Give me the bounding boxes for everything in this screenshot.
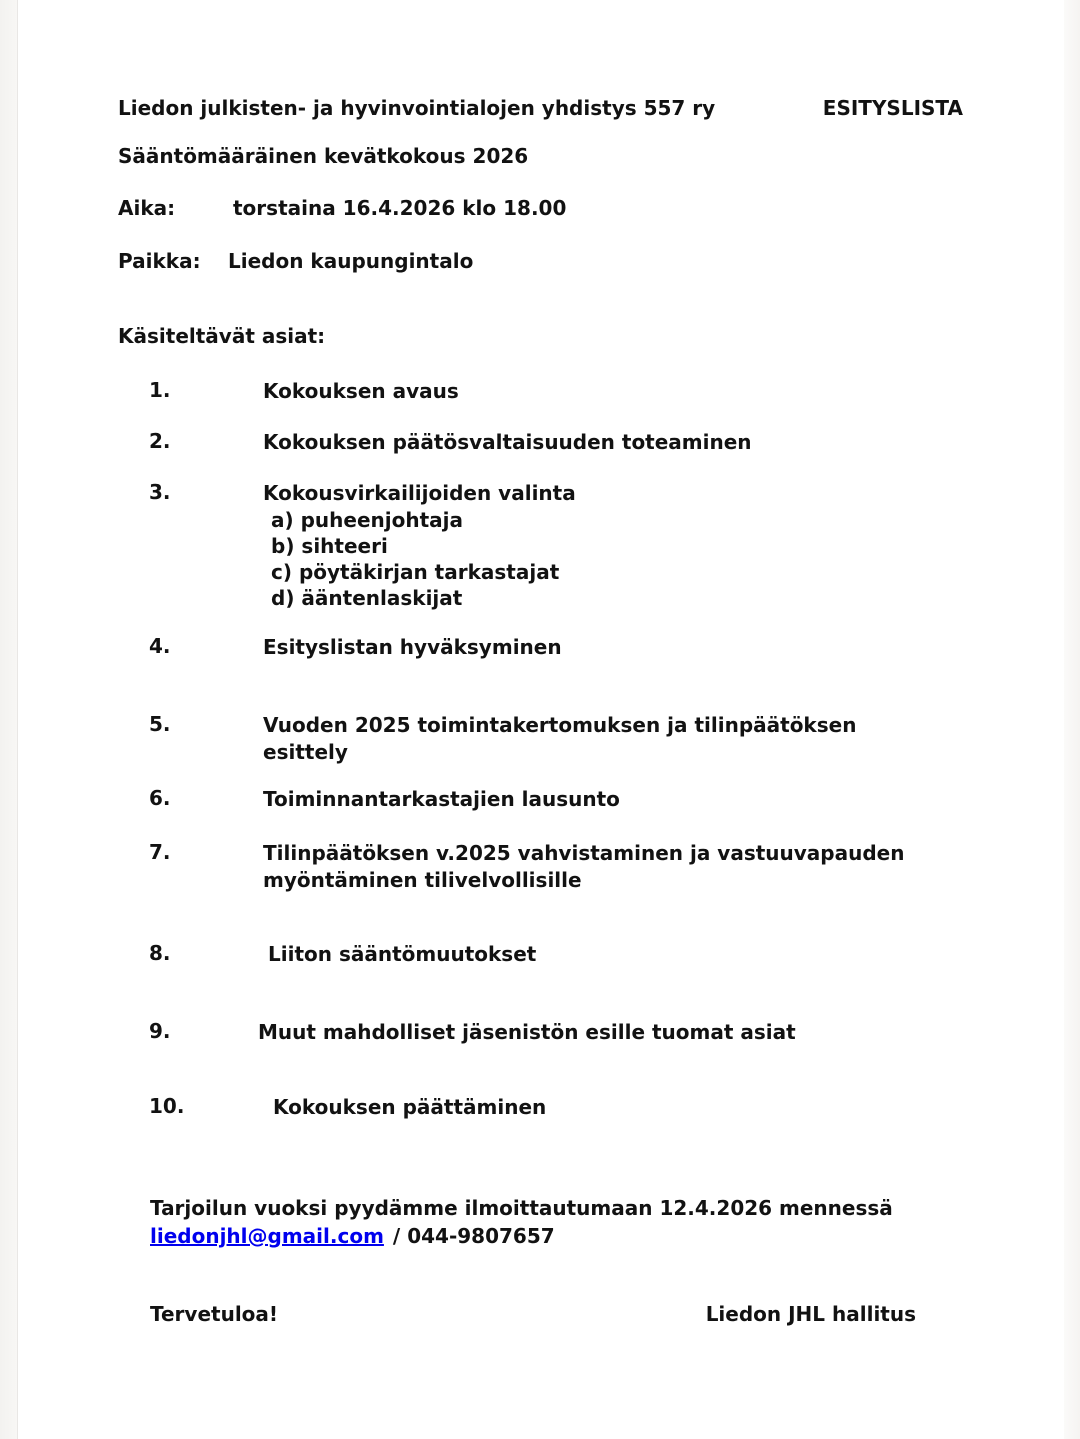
time-value: torstaina 16.4.2026 klo 18.00 — [233, 196, 567, 220]
page-right-edge — [1064, 0, 1080, 1439]
agenda-item-number: 2. — [149, 429, 171, 453]
closing-section — [150, 1302, 916, 1326]
meeting-title: Sääntömääräinen kevätkokous 2026 — [118, 144, 529, 168]
agenda-item — [149, 840, 913, 894]
page-left-edge — [0, 0, 18, 1439]
document-header — [118, 96, 963, 120]
rsvp-phone: / 044-9807657 — [392, 1224, 555, 1248]
agenda-item — [149, 712, 913, 766]
agenda-item-text: Kokouksen päätösvaltaisuuden toteaminen — [263, 430, 752, 454]
rsvp-section — [150, 1194, 980, 1250]
agenda-sub-item: d) ääntenlaskijat — [271, 586, 463, 610]
agenda-item — [149, 634, 913, 661]
agenda-item-number: 7. — [149, 840, 171, 864]
agenda-item-number: 1. — [149, 378, 171, 402]
closing-greeting: Tervetuloa! — [150, 1302, 279, 1326]
agenda-item-text: Liiton sääntömuutokset — [268, 942, 537, 966]
agenda-sub-item: b) sihteeri — [271, 534, 388, 558]
rsvp-contact-line — [150, 1222, 980, 1250]
time-label: Aika: — [118, 196, 176, 220]
agenda-item — [149, 480, 913, 611]
agenda-heading: Käsiteltävät asiat: — [118, 324, 326, 348]
meeting-time-row — [118, 196, 566, 220]
organization-name: Liedon julkisten- ja hyvinvointialojen yhdistys 557 ry — [118, 96, 716, 120]
closing-signature: Liedon JHL hallitus — [705, 1302, 916, 1326]
agenda-item-text-group — [263, 480, 913, 611]
agenda-item-number: 8. — [149, 941, 171, 965]
agenda-item-text: Kokousvirkailijoiden valinta — [263, 481, 576, 505]
rsvp-email-link[interactable]: liedonjhl@gmail.com — [150, 1224, 384, 1248]
agenda-item-text: Kokouksen päättäminen — [273, 1095, 547, 1119]
agenda-item-number: 5. — [149, 712, 171, 736]
rsvp-line: Tarjoilun vuoksi pyydämme ilmoittautumaan 12.4.2026 mennessä — [150, 1196, 893, 1220]
agenda-item — [149, 378, 913, 405]
agenda-item — [149, 786, 913, 813]
place-value: Liedon kaupungintalo — [228, 249, 474, 273]
agenda-item-number: 9. — [149, 1019, 171, 1043]
agenda-item-text: Kokouksen avaus — [263, 379, 459, 403]
agenda-item-text: Muut mahdolliset jäsenistön esille tuomat asiat — [258, 1020, 796, 1044]
agenda-item-number: 4. — [149, 634, 171, 658]
agenda-item — [149, 1019, 913, 1046]
agenda-item-number: 3. — [149, 480, 171, 504]
agenda-item-text: Tilinpäätöksen v.2025 vahvistaminen ja vastuuvapauden myöntäminen tilivelvollisille — [263, 841, 905, 892]
agenda-item-number: 10. — [149, 1094, 185, 1118]
agenda-item-text: Toiminnantarkastajien lausunto — [263, 787, 620, 811]
agenda-item-text: Esityslistan hyväksyminen — [263, 635, 562, 659]
agenda-item — [149, 941, 913, 968]
agenda-item — [149, 1094, 913, 1121]
agenda-item-number: 6. — [149, 786, 171, 810]
meeting-place-row — [118, 249, 473, 273]
agenda-item — [149, 429, 913, 456]
document-type-label: ESITYSLISTA — [822, 96, 963, 120]
place-label: Paikka: — [118, 249, 201, 273]
agenda-sub-item: a) puheenjohtaja — [271, 508, 464, 532]
agenda-sub-item: c) pöytäkirjan tarkastajat — [271, 560, 560, 584]
agenda-item-text: Vuoden 2025 toimintakertomuksen ja tilinpäätöksen esittely — [263, 713, 857, 764]
